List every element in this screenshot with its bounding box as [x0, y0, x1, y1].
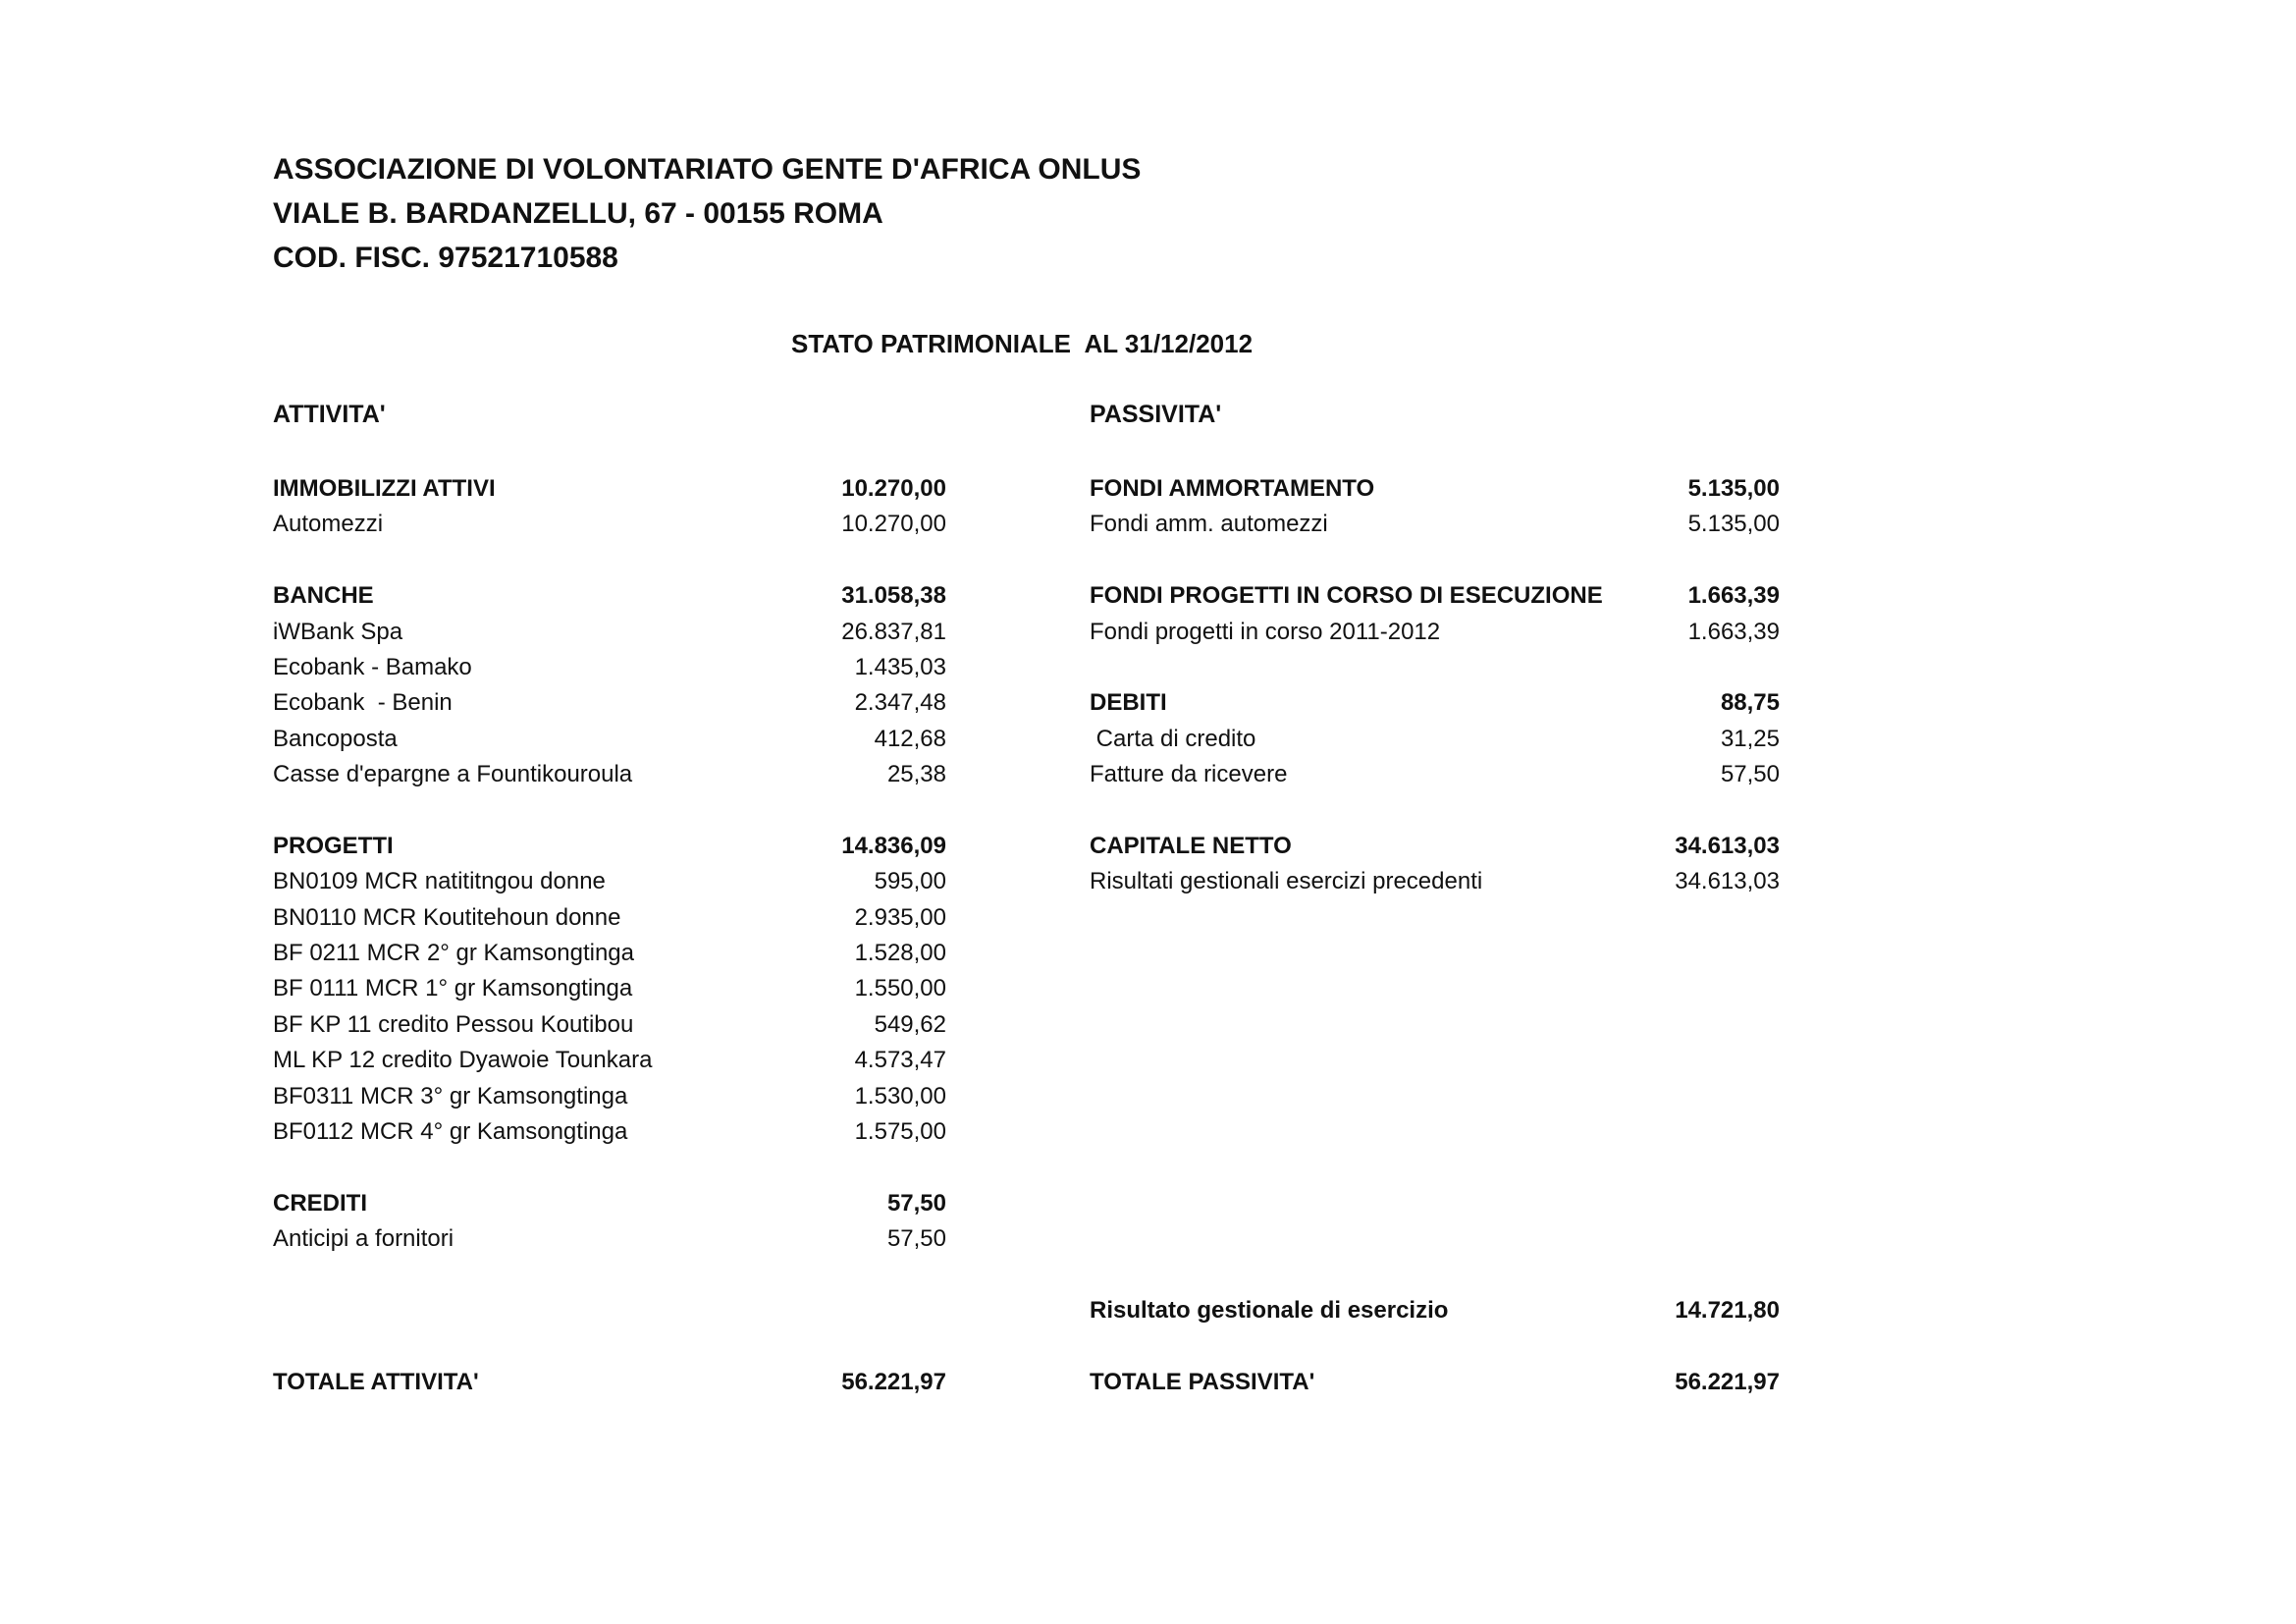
item-label: BN0110 MCR Koutitehoun donne: [273, 903, 621, 931]
item-value: 1.530,00: [854, 1082, 946, 1110]
section-label: FONDI AMMORTAMENTO: [1090, 475, 1375, 502]
item-value: 549,62: [874, 1010, 946, 1038]
item-label: BN0109 MCR natititngou donne: [273, 868, 606, 895]
line-item: [273, 971, 946, 1006]
organization-name: ASSOCIAZIONE DI VOLONTARIATO GENTE D'AFRICA ONLUS: [273, 153, 1142, 186]
operating-result-label: Risultato gestionale di esercizio: [1090, 1297, 1449, 1324]
item-label: BF KP 11 credito Pessou Koutibou: [273, 1010, 634, 1038]
item-value: 412,68: [874, 725, 946, 752]
item-label: Ecobank - Bamako: [273, 653, 472, 680]
section-fondi-progetti: [1090, 578, 1780, 614]
line-item: [273, 1114, 946, 1150]
section-debiti: [1090, 685, 1780, 721]
item-label: ML KP 12 credito Dyawoie Tounkara: [273, 1047, 653, 1074]
section-label: PROGETTI: [273, 832, 394, 859]
item-label: Casse d'epargne a Fountikouroula: [273, 761, 633, 788]
item-value: 1.435,03: [854, 653, 946, 680]
total-assets-value: 56.221,97: [841, 1369, 946, 1395]
organization-address: VIALE B. BARDANZELLU, 67 - 00155 ROMA: [273, 197, 883, 230]
section-banche: [273, 578, 946, 614]
section-total: 10.270,00: [841, 475, 946, 502]
operating-result-value: 14.721,80: [1675, 1297, 1780, 1324]
item-value: 2.347,48: [854, 689, 946, 717]
line-item: [273, 1043, 946, 1078]
operating-result-row: [1090, 1293, 1780, 1328]
liabilities-column: [1090, 471, 1780, 900]
line-item: [273, 615, 946, 650]
line-item: [273, 650, 946, 685]
section-total: 31.058,38: [841, 582, 946, 610]
item-value: 5.135,00: [1687, 511, 1780, 538]
total-assets-row: [273, 1365, 946, 1400]
item-value: 2.935,00: [854, 903, 946, 931]
line-item: [273, 685, 946, 721]
item-label: Anticipi a fornitori: [273, 1225, 454, 1253]
item-label: Bancoposta: [273, 725, 398, 752]
line-item: [273, 722, 946, 757]
item-value: 1.575,00: [854, 1118, 946, 1146]
section-total: 57,50: [886, 1189, 946, 1217]
item-label: Automezzi: [273, 511, 384, 538]
item-value: 31,25: [1720, 725, 1780, 752]
item-value: 57,50: [886, 1225, 946, 1253]
item-label: Fondi progetti in corso 2011-2012: [1090, 618, 1441, 645]
section-fondi-ammortamento: [1090, 471, 1780, 507]
section-label: CAPITALE NETTO: [1090, 832, 1292, 859]
item-label: Risultati gestionali esercizi precedenti: [1090, 868, 1483, 895]
section-total: 5.135,00: [1687, 475, 1780, 502]
item-label: Fatture da ricevere: [1090, 761, 1288, 788]
item-label: BF0311 MCR 3° gr Kamsongtinga: [273, 1082, 628, 1110]
section-total: 14.836,09: [841, 832, 946, 859]
item-value: 4.573,47: [854, 1047, 946, 1074]
item-value: 595,00: [874, 868, 946, 895]
item-value: 1.528,00: [854, 940, 946, 967]
item-value: 25,38: [886, 761, 946, 788]
total-liabilities-value: 56.221,97: [1675, 1369, 1780, 1395]
item-value: 1.550,00: [854, 975, 946, 1002]
assets-column: [273, 471, 946, 1258]
organization-header: [273, 147, 1141, 280]
item-label: Ecobank - Benin: [273, 689, 453, 717]
line-item: [1090, 864, 1780, 899]
total-liabilities-label: TOTALE PASSIVITA': [1090, 1369, 1315, 1395]
item-label: Fondi amm. automezzi: [1090, 511, 1328, 538]
line-item: [1090, 722, 1780, 757]
section-total: 88,75: [1720, 689, 1780, 717]
line-item: [1090, 507, 1780, 542]
item-label: BF0112 MCR 4° gr Kamsongtinga: [273, 1118, 628, 1146]
section-label: CREDITI: [273, 1189, 367, 1217]
document-title: STATO PATRIMONIALE AL 31/12/2012: [791, 329, 1254, 358]
fiscal-code: COD. FISC. 97521710588: [273, 242, 618, 274]
line-item: [1090, 757, 1780, 792]
item-label: Carta di credito: [1090, 725, 1256, 752]
item-value: 10.270,00: [841, 511, 946, 538]
line-item: [273, 1221, 946, 1257]
section-capitale-netto: [1090, 829, 1780, 864]
line-item: [273, 1007, 946, 1043]
section-immobilizzi: [273, 471, 946, 507]
liabilities-heading: PASSIVITA': [1090, 401, 1222, 428]
item-value: 34.613,03: [1675, 868, 1780, 895]
item-value: 1.663,39: [1687, 618, 1780, 645]
line-item: [273, 757, 946, 792]
total-assets-label: TOTALE ATTIVITA': [273, 1369, 479, 1395]
section-label: FONDI PROGETTI IN CORSO DI ESECUZIONE: [1090, 582, 1603, 610]
line-item: [273, 900, 946, 936]
item-value: 57,50: [1720, 761, 1780, 788]
line-item: [273, 864, 946, 899]
line-item: [273, 1079, 946, 1114]
line-item: [1090, 615, 1780, 650]
line-item: [273, 936, 946, 971]
section-total: 1.663,39: [1687, 582, 1780, 610]
section-progetti: [273, 829, 946, 864]
item-label: iWBank Spa: [273, 618, 403, 645]
item-label: BF 0111 MCR 1° gr Kamsongtinga: [273, 975, 633, 1002]
assets-heading: ATTIVITA': [273, 401, 386, 428]
section-total: 34.613,03: [1675, 832, 1780, 859]
item-label: BF 0211 MCR 2° gr Kamsongtinga: [273, 940, 634, 967]
total-liabilities-row: [1090, 1365, 1780, 1400]
section-crediti: [273, 1186, 946, 1221]
section-label: DEBITI: [1090, 689, 1167, 717]
section-label: BANCHE: [273, 582, 374, 610]
line-item: [273, 507, 946, 542]
item-value: 26.837,81: [841, 618, 946, 645]
section-label: IMMOBILIZZI ATTIVI: [273, 475, 496, 502]
